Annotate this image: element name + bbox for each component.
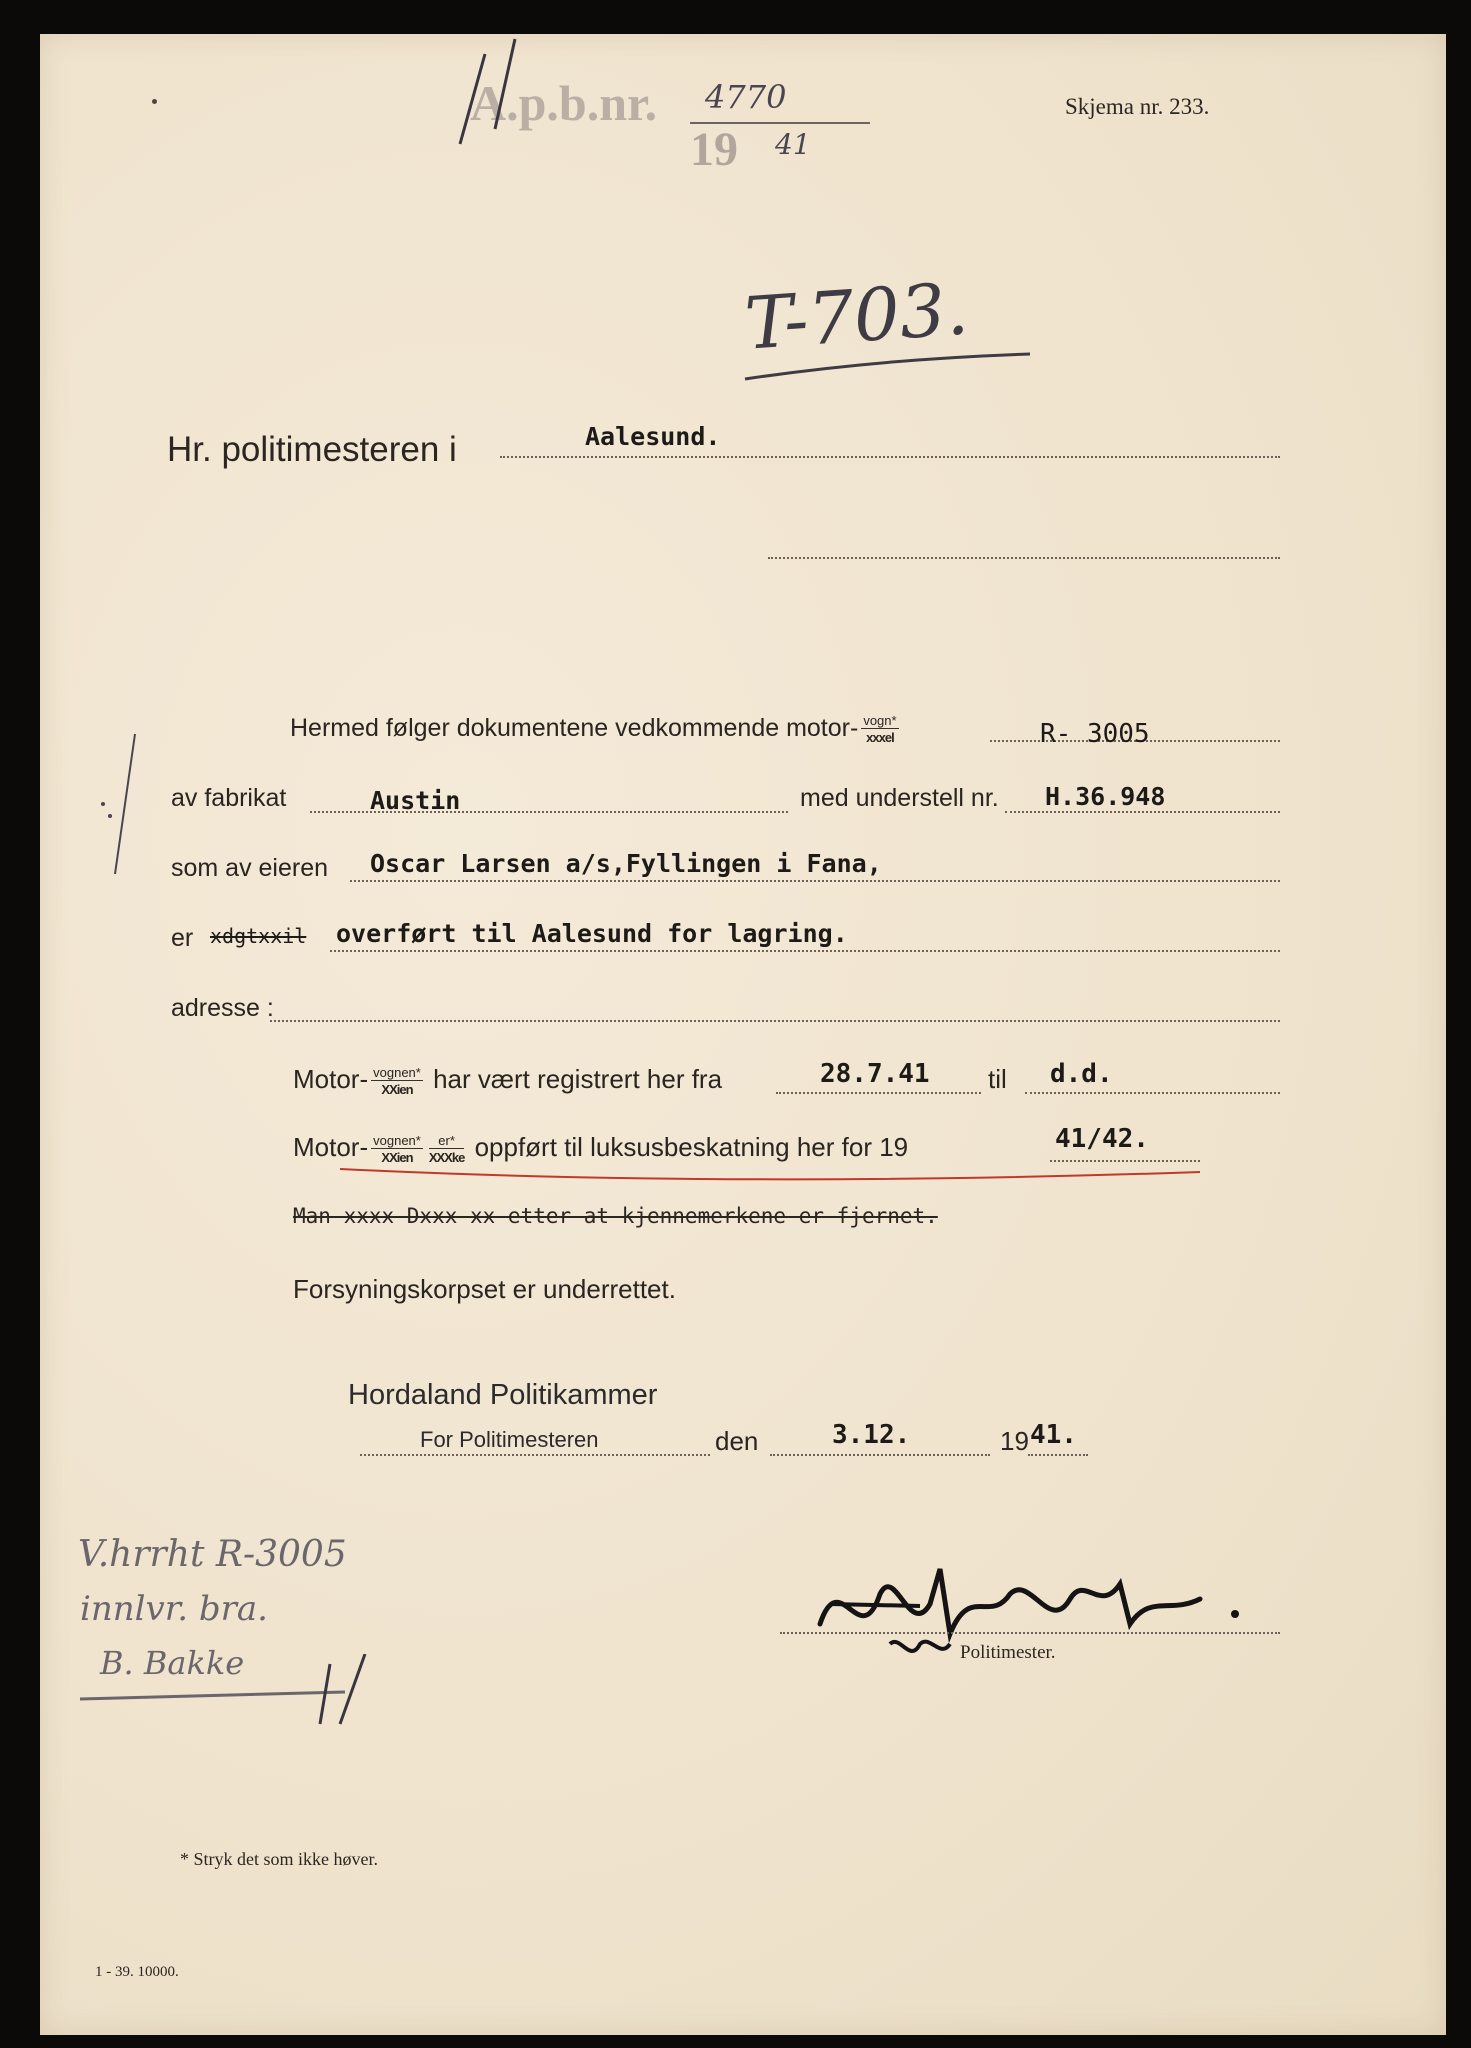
- addressee-value: Aalesund.: [585, 422, 721, 451]
- margin-slash-marks: [430, 34, 570, 164]
- file-code: T-703.: [742, 266, 972, 366]
- punch-dot: [152, 99, 157, 104]
- supply-note: Forsyningskorpset er underrettet.: [293, 1274, 676, 1304]
- intro-fraction: [861, 714, 898, 744]
- tax-frac2-top: er*: [429, 1134, 464, 1149]
- tax-frac1-bottom: XXien: [381, 1150, 413, 1166]
- stamp-year-suffix: 41: [775, 128, 811, 161]
- owner-line: [350, 880, 1280, 882]
- stamp-apb-label: A.p.b.nr.: [470, 75, 658, 131]
- reg-to-line: [1025, 1092, 1280, 1094]
- year-prefix: 19: [1000, 1426, 1029, 1456]
- print-code: 1 - 39. 10000.: [95, 1964, 179, 1980]
- tax-year-value: 41/42.: [1055, 1124, 1149, 1154]
- chassis-label: med understell nr.: [800, 784, 999, 812]
- reg-frac-bottom: XXien: [381, 1082, 413, 1098]
- signature-line: [780, 1632, 1280, 1634]
- tax-frac1-top: vognen*: [373, 1133, 421, 1149]
- for-label: For Politimesteren: [420, 1427, 599, 1452]
- form-number: Skjema nr. 233.: [1065, 94, 1210, 119]
- red-underline: [330, 1154, 1210, 1194]
- margin-note-2: innlvr. bra.: [80, 1589, 268, 1629]
- tax-frac2-bottom: XXXke: [428, 1150, 465, 1166]
- reg-period-text: [293, 1064, 722, 1096]
- reg-from-line: [776, 1092, 981, 1094]
- reg-text: har vært registrert her fra: [433, 1064, 723, 1094]
- stamp-number: 4770: [705, 78, 787, 116]
- er-line: [330, 950, 1280, 952]
- margin-note-3: B. Bakke: [100, 1644, 245, 1682]
- signature-title: Politimester.: [960, 1642, 1056, 1663]
- date-line: [770, 1454, 990, 1456]
- intro-frac-bottom: xxxel: [866, 730, 894, 746]
- chassis-line: [1005, 811, 1280, 813]
- make-label: av fabrikat: [171, 784, 287, 812]
- reg-from-value: 28.7.41: [820, 1059, 930, 1089]
- addressee-label: Hr. politimesteren i: [167, 430, 457, 469]
- intro-frac-top: vogn*: [863, 713, 897, 729]
- reg-frac-top: vognen*: [373, 1065, 421, 1081]
- er-struck: xdgtxxil: [210, 924, 307, 948]
- registration-value: R- 3005: [1040, 719, 1150, 749]
- document-page: [40, 34, 1446, 2035]
- struck-instruction: Man xxxx Dxxx xx etter at kjennemerkene er fjernet.: [293, 1204, 938, 1228]
- owner-label: som av eieren: [171, 854, 329, 882]
- year-line: [1028, 1454, 1088, 1456]
- reg-prefix: Motor-: [293, 1064, 369, 1094]
- margin-note-underline: [75, 1654, 375, 1734]
- footnote: * Stryk det som ikke høver.: [180, 1849, 378, 1869]
- tax-line-text: oppført til luksusbeskatning her for 19: [474, 1132, 909, 1162]
- tax-prefix: Motor-: [293, 1132, 369, 1162]
- chassis-value: H.36.948: [1045, 782, 1166, 811]
- den-label: den: [715, 1426, 759, 1456]
- er-value: overført til Aalesund for lagring.: [336, 919, 848, 948]
- reg-to-value: d.d.: [1050, 1059, 1113, 1089]
- addressee-line: [500, 456, 1280, 458]
- owner-value: Oscar Larsen a/s,Fyllingen i Fana,: [370, 849, 882, 878]
- address-label: adresse :: [171, 994, 274, 1022]
- stamp-year-prefix: 19: [690, 123, 738, 176]
- date-value: 3.12.: [832, 1420, 911, 1450]
- intro-label: Hermed følger dokumentene vedkommende motor-: [290, 714, 859, 742]
- reg-til-label: til: [988, 1064, 1007, 1094]
- year-value: 41.: [1030, 1420, 1077, 1450]
- margin-slash-left: [90, 724, 150, 884]
- office-stamp: Hordaland Politikammer: [348, 1379, 658, 1411]
- er-label: er: [171, 924, 194, 952]
- make-value: Austin: [370, 786, 461, 815]
- addressee-line-2: [768, 557, 1280, 559]
- file-code-underline: [740, 334, 1040, 394]
- intro-text: [290, 714, 902, 744]
- margin-note-1: V.hrrht R-3005: [78, 1534, 347, 1575]
- for-line: [360, 1454, 710, 1456]
- reg-fraction: [371, 1066, 423, 1096]
- address-line: [270, 1020, 1280, 1022]
